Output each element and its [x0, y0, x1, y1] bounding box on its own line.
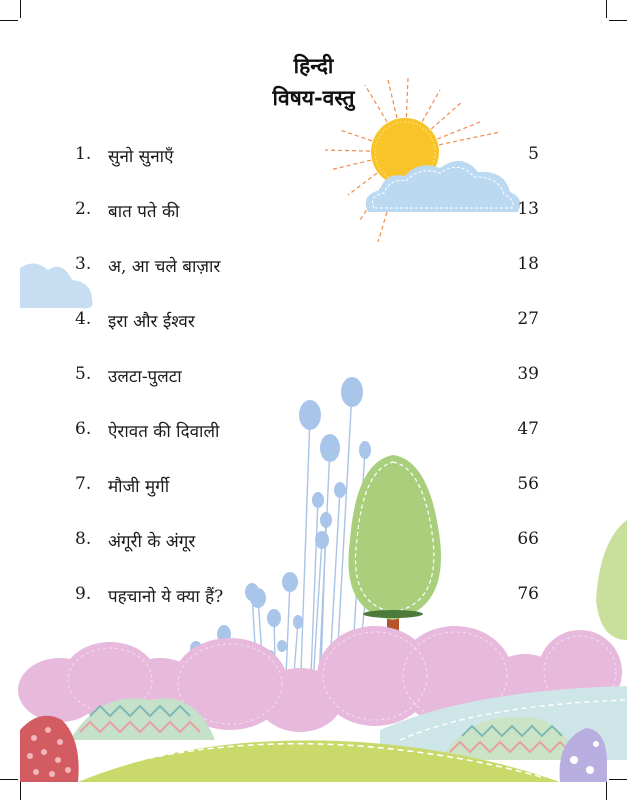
toc-row[interactable] [0, 419, 627, 449]
toc-row[interactable] [0, 529, 627, 559]
toc-number: 6. [75, 419, 92, 439]
toc-number: 7. [75, 474, 92, 494]
toc-page-number: 13 [517, 199, 539, 219]
toc-page-number: 47 [517, 419, 539, 439]
toc-title: उलटा-पुलटा [108, 367, 182, 387]
toc-number: 4. [75, 309, 92, 329]
toc-number: 1. [75, 144, 92, 164]
toc-title: बात पते की [108, 202, 180, 222]
subject-title: हिन्दी [293, 53, 334, 78]
toc-page-number: 56 [517, 474, 539, 494]
toc-row[interactable] [0, 364, 627, 394]
toc-title: ऐरावत की दिवाली [108, 422, 220, 442]
contents-heading: विषय-वस्तु [272, 85, 355, 110]
toc-title: अ, आ चले बाज़ार [108, 257, 221, 277]
toc-page-number: 66 [517, 529, 539, 549]
toc-number: 5. [75, 364, 92, 384]
toc-row[interactable] [0, 199, 627, 229]
toc-title: पहचानो ये क्या हैं? [108, 587, 224, 607]
toc-number: 2. [75, 199, 92, 219]
toc-page-number: 27 [517, 309, 539, 329]
toc-title: इरा और ईश्वर [108, 312, 195, 332]
toc-row[interactable] [0, 254, 627, 284]
toc-number: 3. [75, 254, 92, 274]
toc-row[interactable] [0, 584, 627, 614]
toc-title: अंगूरी के अंगूर [108, 532, 196, 552]
toc-page-number: 5 [528, 144, 539, 164]
toc-title: मौजी मुर्गी [108, 477, 170, 497]
toc-row[interactable] [0, 144, 627, 174]
toc-page-number: 76 [517, 584, 539, 604]
toc-number: 9. [75, 584, 92, 604]
toc-page-number: 18 [517, 254, 539, 274]
toc-number: 8. [75, 529, 92, 549]
toc-page-number: 39 [517, 364, 539, 384]
toc-row[interactable] [0, 474, 627, 504]
toc-row[interactable] [0, 309, 627, 339]
bush-icon [20, 716, 79, 782]
toc-title: सुनो सुनाएँ [108, 147, 174, 167]
